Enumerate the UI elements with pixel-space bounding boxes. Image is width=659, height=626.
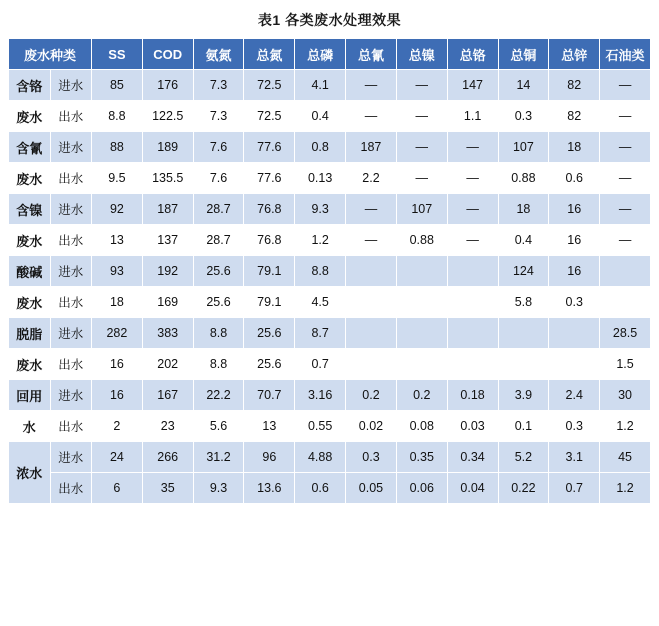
table-cell: 96: [244, 442, 295, 473]
table-cell: 72.5: [244, 101, 295, 132]
dash-mark: —: [364, 78, 378, 92]
table-cell: 0.2: [346, 380, 397, 411]
table-cell: 9.3: [295, 194, 346, 225]
table-cell: [549, 318, 600, 349]
table-cell: 35: [142, 473, 193, 504]
table-cell: 0.08: [396, 411, 447, 442]
table-cell: 93: [92, 256, 143, 287]
dash-mark: —: [618, 202, 632, 216]
table-cell: 2.2: [346, 163, 397, 194]
table-cell: 25.6: [193, 287, 244, 318]
row-flow-type: 进水: [50, 194, 92, 225]
table-body: [9, 70, 651, 504]
table-header: [9, 39, 651, 70]
table-cell: 4.5: [295, 287, 346, 318]
table-cell: 8.8: [193, 318, 244, 349]
table-cell: 0.6: [295, 473, 346, 504]
table-cell: [498, 318, 549, 349]
table-cell: 147: [447, 70, 498, 101]
dash-mark: —: [466, 140, 479, 154]
table-row: [9, 287, 651, 318]
table-row: [9, 101, 651, 132]
table-cell: 0.03: [447, 411, 498, 442]
column-header-category: 废水种类: [9, 39, 92, 70]
table-cell: 0.02: [346, 411, 397, 442]
table-cell: 0.13: [295, 163, 346, 194]
table-cell: 8.7: [295, 318, 346, 349]
table-cell: [396, 163, 447, 194]
row-category: 含铬: [9, 70, 51, 101]
table-cell: 0.3: [498, 101, 549, 132]
table-cell: [346, 287, 397, 318]
column-header-total-nitrogen: 总氮: [244, 39, 295, 70]
table-cell: 13: [244, 411, 295, 442]
row-category: 回用: [9, 380, 51, 411]
table-cell: [447, 287, 498, 318]
table-cell: 137: [142, 225, 193, 256]
table-cell: 3.9: [498, 380, 549, 411]
table-cell: 6: [92, 473, 143, 504]
table-cell: 192: [142, 256, 193, 287]
table-cell: 79.1: [244, 287, 295, 318]
dash-mark: —: [618, 109, 632, 123]
table-cell: 187: [346, 132, 397, 163]
row-category: 含镍: [9, 194, 51, 225]
column-header-total-cyanide: 总氰: [346, 39, 397, 70]
table-cell: 1.2: [600, 411, 651, 442]
dash-mark: —: [466, 233, 479, 247]
row-flow-type: 进水: [50, 380, 92, 411]
table-container: [0, 38, 659, 504]
table-cell: [396, 256, 447, 287]
table-cell: [600, 163, 651, 194]
dash-mark: —: [364, 109, 378, 123]
table-cell: 0.88: [396, 225, 447, 256]
table-cell: 0.3: [549, 287, 600, 318]
table-cell: 0.6: [549, 163, 600, 194]
table-cell: [346, 349, 397, 380]
table-cell: 0.4: [498, 225, 549, 256]
table-cell: 1.1: [447, 101, 498, 132]
table-cell: 0.22: [498, 473, 549, 504]
table-cell: 0.8: [295, 132, 346, 163]
table-cell: 107: [498, 132, 549, 163]
table-cell: [600, 194, 651, 225]
table-cell: 9.3: [193, 473, 244, 504]
table-cell: 7.3: [193, 70, 244, 101]
row-flow-type: 出水: [50, 411, 92, 442]
table-cell: 8.8: [92, 101, 143, 132]
table-cell: 16: [549, 225, 600, 256]
row-flow-type: 进水: [50, 318, 92, 349]
table-cell: 0.88: [498, 163, 549, 194]
table-cell: [447, 132, 498, 163]
table-cell: [447, 318, 498, 349]
table-cell: 169: [142, 287, 193, 318]
row-category: 废水: [9, 163, 51, 194]
table-cell: 92: [92, 194, 143, 225]
row-flow-type: 出水: [50, 349, 92, 380]
table-cell: 0.05: [346, 473, 397, 504]
table-cell: 18: [498, 194, 549, 225]
table-cell: [549, 349, 600, 380]
dash-mark: —: [466, 202, 479, 216]
table-cell: 383: [142, 318, 193, 349]
table-cell: 30: [600, 380, 651, 411]
row-category: 脱脂: [9, 318, 51, 349]
row-flow-type: 进水: [50, 70, 92, 101]
table-cell: [447, 163, 498, 194]
table-row: [9, 163, 651, 194]
table-cell: 167: [142, 380, 193, 411]
header-row: [9, 39, 651, 70]
table-cell: 22.2: [193, 380, 244, 411]
table-cell: 8.8: [295, 256, 346, 287]
table-cell: [346, 101, 397, 132]
table-cell: 45: [600, 442, 651, 473]
row-flow-type: 进水: [50, 132, 92, 163]
table-cell: 0.18: [447, 380, 498, 411]
table-cell: [396, 287, 447, 318]
table-row: [9, 349, 651, 380]
wastewater-treatment-table: [8, 38, 651, 504]
dash-mark: —: [618, 140, 632, 154]
table-row: [9, 132, 651, 163]
table-cell: [396, 349, 447, 380]
table-cell: 85: [92, 70, 143, 101]
table-cell: 88: [92, 132, 143, 163]
table-row: [9, 225, 651, 256]
table-cell: 0.34: [447, 442, 498, 473]
table-cell: 16: [549, 194, 600, 225]
table-cell: 0.3: [549, 411, 600, 442]
table-cell: 25.6: [244, 349, 295, 380]
table-cell: 76.8: [244, 194, 295, 225]
table-cell: 0.4: [295, 101, 346, 132]
table-cell: 4.88: [295, 442, 346, 473]
dash-mark: —: [415, 109, 429, 123]
table-cell: 3.1: [549, 442, 600, 473]
row-flow-type: 进水: [50, 256, 92, 287]
column-header-total-nickel: 总镍: [396, 39, 447, 70]
table-caption: 表1 各类废水处理效果: [257, 12, 402, 28]
table-cell: 266: [142, 442, 193, 473]
table-cell: 0.35: [396, 442, 447, 473]
table-cell: [346, 225, 397, 256]
table-cell: 24: [92, 442, 143, 473]
table-cell: [600, 256, 651, 287]
table-row: [9, 411, 651, 442]
dash-mark: —: [415, 78, 429, 92]
dash-mark: —: [618, 233, 632, 247]
table-row: [9, 70, 651, 101]
column-header-ammonia-nitrogen: 氨氮: [193, 39, 244, 70]
table-cell: [447, 194, 498, 225]
table-cell: [600, 225, 651, 256]
table-cell: 124: [498, 256, 549, 287]
table-cell: 13: [92, 225, 143, 256]
table-row: [9, 256, 651, 287]
table-cell: [346, 256, 397, 287]
table-row: [9, 194, 651, 225]
column-header-ss: SS: [92, 39, 143, 70]
table-cell: 82: [549, 70, 600, 101]
row-category: 废水: [9, 225, 51, 256]
table-cell: 25.6: [244, 318, 295, 349]
table-cell: 77.6: [244, 132, 295, 163]
table-cell: 2.4: [549, 380, 600, 411]
table-cell: [396, 318, 447, 349]
table-cell: 28.7: [193, 194, 244, 225]
column-header-petroleum: 石油类: [600, 39, 651, 70]
row-flow-type: 进水: [50, 442, 92, 473]
column-header-cod: COD: [142, 39, 193, 70]
table-row: [9, 380, 651, 411]
table-cell: 189: [142, 132, 193, 163]
table-cell: 1.2: [295, 225, 346, 256]
table-cell: 14: [498, 70, 549, 101]
table-cell: 18: [549, 132, 600, 163]
column-header-total-zinc: 总锌: [549, 39, 600, 70]
table-cell: 7.6: [193, 132, 244, 163]
column-header-total-copper: 总铜: [498, 39, 549, 70]
table-cell: 122.5: [142, 101, 193, 132]
table-cell: 82: [549, 101, 600, 132]
table-cell: 1.2: [600, 473, 651, 504]
table-cell: 16: [549, 256, 600, 287]
table-cell: 25.6: [193, 256, 244, 287]
row-flow-type: 出水: [50, 473, 92, 504]
table-cell: 2: [92, 411, 143, 442]
table-cell: 23: [142, 411, 193, 442]
column-header-total-chromium: 总铬: [447, 39, 498, 70]
table-cell: 107: [396, 194, 447, 225]
row-flow-type: 出水: [50, 287, 92, 318]
table-cell: 0.7: [295, 349, 346, 380]
table-cell: [498, 349, 549, 380]
table-cell: 72.5: [244, 70, 295, 101]
table-cell: 9.5: [92, 163, 143, 194]
dash-mark: —: [618, 171, 632, 185]
table-cell: 5.6: [193, 411, 244, 442]
row-category: 废水: [9, 349, 51, 380]
table-cell: 79.1: [244, 256, 295, 287]
row-category: 含氰: [9, 132, 51, 163]
table-cell: 16: [92, 349, 143, 380]
row-flow-type: 出水: [50, 225, 92, 256]
table-row: [9, 442, 651, 473]
table-cell: 1.5: [600, 349, 651, 380]
table-cell: 202: [142, 349, 193, 380]
table-cell: 282: [92, 318, 143, 349]
table-cell: 13.6: [244, 473, 295, 504]
table-cell: [346, 194, 397, 225]
table-cell: [600, 70, 651, 101]
table-row: [9, 473, 651, 504]
table-cell: [396, 101, 447, 132]
table-cell: 16: [92, 380, 143, 411]
dash-mark: —: [364, 202, 378, 216]
table-cell: [396, 70, 447, 101]
table-cell: 187: [142, 194, 193, 225]
table-cell: 7.6: [193, 163, 244, 194]
table-cell: [600, 287, 651, 318]
table-cell: 31.2: [193, 442, 244, 473]
dash-mark: —: [415, 171, 429, 185]
table-cell: 0.1: [498, 411, 549, 442]
table-cell: 0.3: [346, 442, 397, 473]
table-cell: 135.5: [142, 163, 193, 194]
table-cell: 70.7: [244, 380, 295, 411]
table-cell: [447, 225, 498, 256]
row-category: 废水: [9, 287, 51, 318]
table-cell: [346, 318, 397, 349]
dash-mark: —: [466, 171, 479, 185]
dash-mark: —: [364, 233, 378, 247]
row-flow-type: 出水: [50, 101, 92, 132]
table-cell: 176: [142, 70, 193, 101]
table-cell: 5.2: [498, 442, 549, 473]
table-cell: 0.55: [295, 411, 346, 442]
row-category: 废水: [9, 101, 51, 132]
dash-mark: —: [415, 140, 429, 154]
table-cell: [600, 101, 651, 132]
row-category: 酸碱: [9, 256, 51, 287]
table-cell: 7.3: [193, 101, 244, 132]
table-cell: [346, 70, 397, 101]
table-cell: [447, 349, 498, 380]
table-cell: 18: [92, 287, 143, 318]
column-header-total-phosphorus: 总磷: [295, 39, 346, 70]
table-cell: 28.5: [600, 318, 651, 349]
row-flow-type: 出水: [50, 163, 92, 194]
table-cell: 0.06: [396, 473, 447, 504]
table-cell: 0.04: [447, 473, 498, 504]
table-cell: 3.16: [295, 380, 346, 411]
table-cell: 5.8: [498, 287, 549, 318]
table-row: [9, 318, 651, 349]
table-cell: 4.1: [295, 70, 346, 101]
row-category: 浓水: [9, 442, 51, 504]
row-category: 水: [9, 411, 51, 442]
table-cell: [600, 132, 651, 163]
table-cell: [396, 132, 447, 163]
table-cell: 0.2: [396, 380, 447, 411]
table-cell: 76.8: [244, 225, 295, 256]
table-cell: 77.6: [244, 163, 295, 194]
table-cell: 28.7: [193, 225, 244, 256]
dash-mark: —: [618, 78, 632, 92]
table-cell: 8.8: [193, 349, 244, 380]
table-cell: 0.7: [549, 473, 600, 504]
table-cell: [447, 256, 498, 287]
